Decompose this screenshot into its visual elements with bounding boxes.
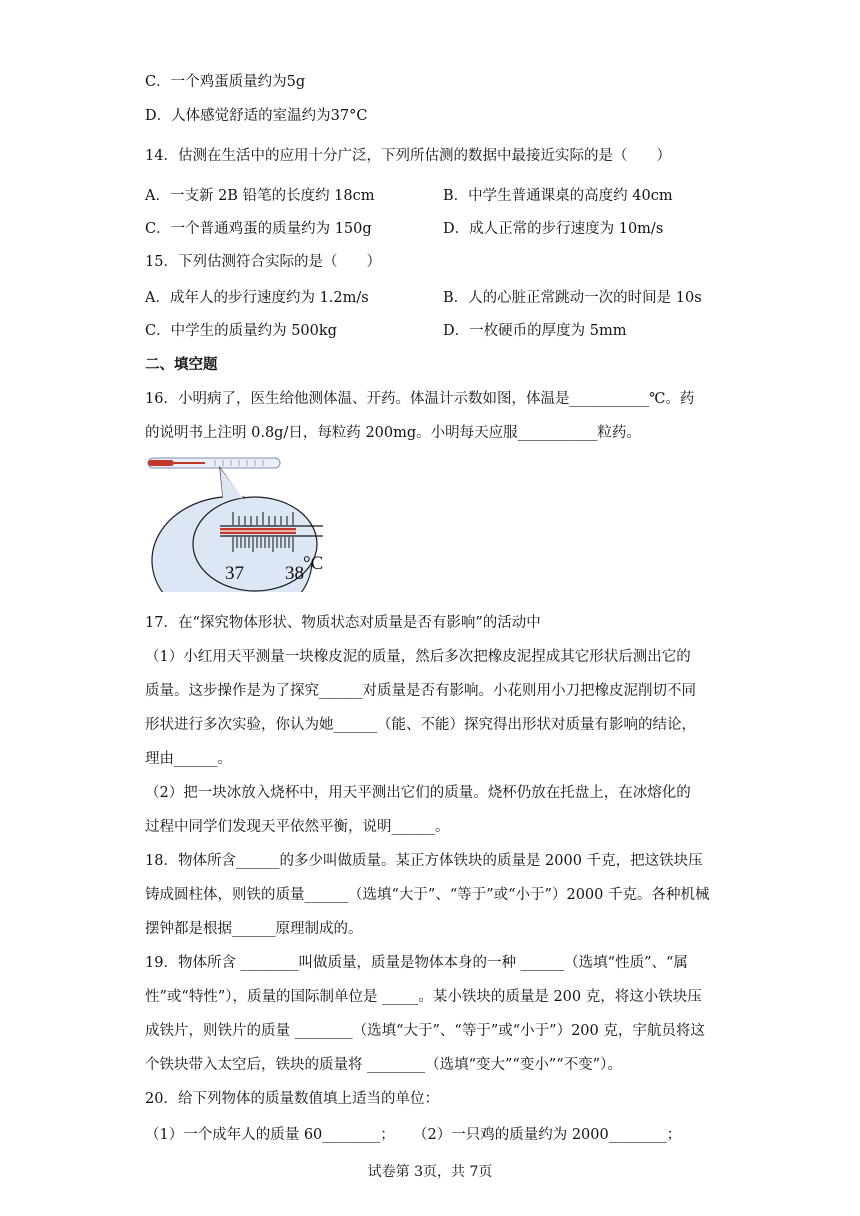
question-17-1-line2: 质量。这步操作是为了探究______对质量是否有影响。小花则用小刀把橡皮泥削切不同 <box>145 683 696 699</box>
question-20-item1: （1）一个成年人的质量 60________； <box>145 1127 395 1143</box>
option-15c: C．中学生的质量约为 500kg <box>145 323 337 339</box>
question-19-line1: 19．物体所含 ________叫做质量，质量是物体本身的一种 ______（选填“性质”、“属 <box>145 955 688 971</box>
question-17-2-line1: （2）把一块冰放入烧杯中，用天平测出它们的质量。烧杯仍放在托盘上，在冰熔化的 <box>145 785 691 801</box>
label-38: 38 <box>285 563 304 584</box>
question-17-1-line3: 形状进行多次实验，你认为她______（能、不能）探究得出形状对质量有影响的结论， <box>145 717 696 733</box>
option-14c: C．一个普通鸡蛋的质量约为 150g <box>145 221 372 237</box>
question-18-line1: 18．物体所含______的多少叫做质量。某正方体铁块的质量是 2000 千克，把这铁块压 <box>145 853 703 869</box>
question-16-line1: 16．小明病了，医生给他测体温、开药。体温计示数如图，体温是___________℃。药 <box>145 391 695 407</box>
question-14: 14．估测在生活中的应用十分广泛，下列所估测的数据中最接近实际的是（ ） <box>145 148 671 164</box>
option-15b: B．人的心脏正常跳动一次的时间是 10s <box>443 290 702 306</box>
page-footer: 试卷第 3页，共 7页 <box>367 1164 493 1180</box>
option-15a: A．成年人的步行速度约为 1.2m/s <box>145 290 369 306</box>
question-18-line3: 摆钟都是根据______原理制成的。 <box>145 921 363 937</box>
unit-label: °C <box>303 553 324 574</box>
option-14b: B．中学生普通课桌的高度约 40cm <box>443 188 673 204</box>
question-19-line2: 性”或“特性”），质量的国际制单位是 _____。某小铁块的质量是 200 克，将这小铁块压 <box>145 989 702 1005</box>
thermometer-figure <box>145 452 345 592</box>
question-18-line2: 铸成圆柱体，则铁的质量______（选填“大于”、“等于”或“小于”）2000 千克。各种机械 <box>145 887 710 903</box>
section-heading: 二、填空题 <box>145 357 218 373</box>
question-16-line2: 的说明书上注明 0.8g/日，每粒药 200mg。小明每天应服___________粒药。 <box>145 425 641 441</box>
question-17-1-line1: （1）小红用天平测量一块橡皮泥的质量，然后多次把橡皮泥捏成其它形状后测出它的 <box>145 649 691 665</box>
question-19-line3: 成铁片，则铁片的质量 ________（选填“大于”、“等于”或“小于”）200 克，宇航员将这 <box>145 1023 705 1039</box>
option-14d: D．成人正常的步行速度为 10m/s <box>443 221 664 237</box>
option-13c: C．一个鸡蛋质量约为5g <box>145 74 306 90</box>
question-20: 20．给下列物体的质量数值填上适当的单位： <box>145 1091 439 1107</box>
question-20-item2: （2）一只鸡的质量约为 2000________； <box>413 1127 682 1143</box>
question-17: 17．在“探究物体形状、物质状态对质量是否有影响”的活动中 <box>145 615 541 631</box>
option-13d: D．人体感觉舒适的室温约为37°C <box>145 108 368 124</box>
option-15d: D．一枚硬币的厚度为 5mm <box>443 323 627 339</box>
question-17-2-line2: 过程中同学们发现天平依然平衡，说明______。 <box>145 819 450 835</box>
question-15: 15．下列估测符合实际的是（ ） <box>145 254 381 270</box>
label-37: 37 <box>225 563 244 584</box>
option-14a: A．一支新 2B 铅笔的长度约 18cm <box>145 188 375 204</box>
question-19-line4: 个铁块带入太空后，铁块的质量将 ________（选填“变大”“变小”“不变”）。 <box>145 1057 622 1073</box>
question-17-1-line4: 理由______。 <box>145 751 232 767</box>
